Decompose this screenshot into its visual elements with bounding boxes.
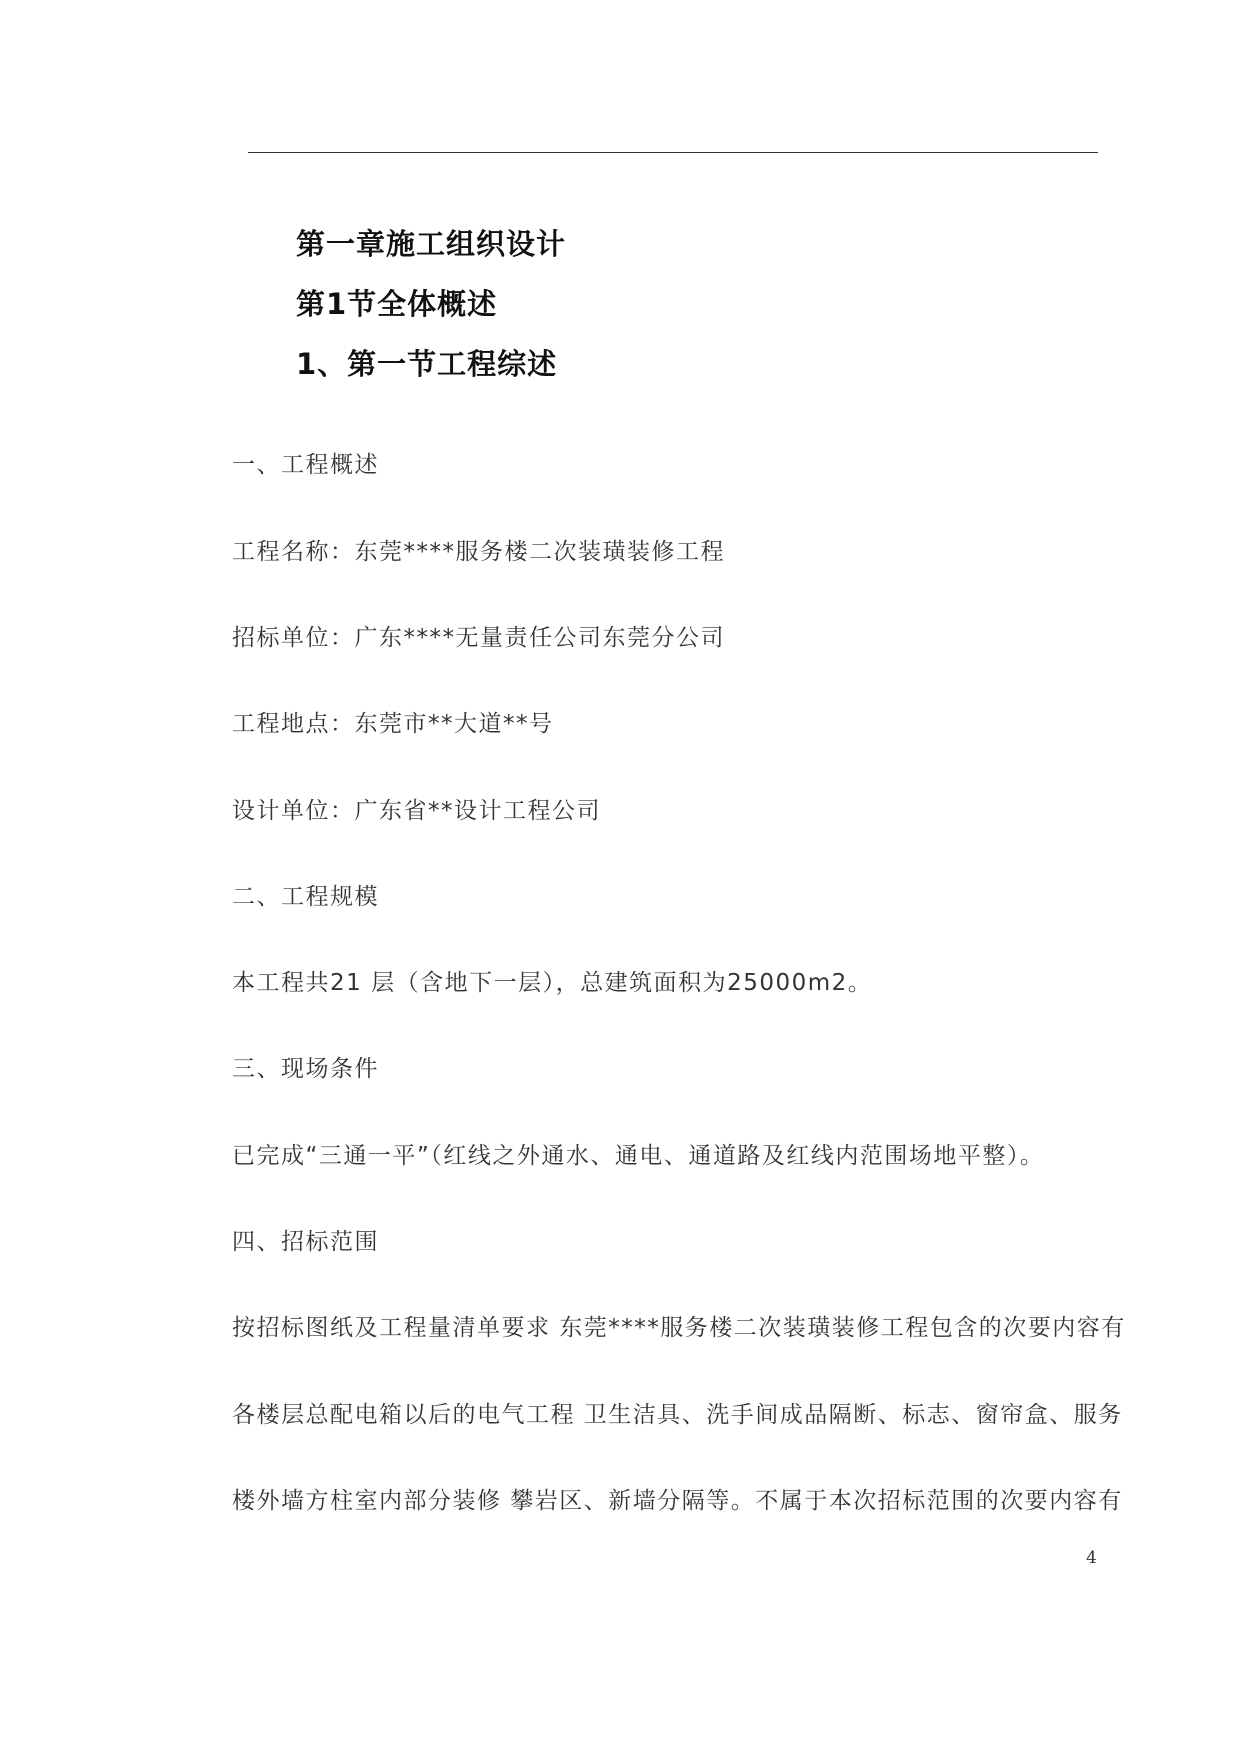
page-number: 4: [1086, 1548, 1097, 1568]
scale-text: 本工程共21 层（含地下一层），总建筑面积为25000m2。: [232, 970, 873, 996]
tender-unit-line: 招标单位：广东****无量责任公司东莞分公司: [232, 625, 725, 651]
scope-line-1: 按招标图纸及工程量清单要求 东莞****服务楼二次装璜装修工程包含的次要内容有: [232, 1315, 1126, 1341]
scale-heading: 二、工程规模: [232, 884, 379, 910]
header-rule: [248, 152, 1098, 153]
scope-line-2: 各楼层总配电箱以后的电气工程 卫生洁具、洗手间成品隔断、标志、窗帘盒、服务: [232, 1402, 1123, 1428]
overview-heading: 一、工程概述: [232, 452, 379, 478]
project-name-line: 工程名称：东莞****服务楼二次装璜装修工程: [232, 539, 725, 565]
scope-line-3: 楼外墙方柱室内部分装修 攀岩区、新墙分隔等。不属于本次招标范围的次要内容有: [232, 1488, 1123, 1514]
section-title: 第1节全体概述: [296, 287, 498, 321]
scope-heading: 四、招标范围: [232, 1229, 379, 1255]
site-heading: 三、现场条件: [232, 1056, 379, 1082]
design-unit-line: 设计单位：广东省**设计工程公司: [232, 798, 601, 824]
chapter-title: 第一章施工组织设计: [296, 227, 567, 261]
subsection-title: 1、第一节工程综述: [296, 347, 558, 381]
location-line: 工程地点：东莞市**大道**号: [232, 711, 554, 737]
site-text: 已完成“三通一平”（红线之外通水、通电、通道路及红线内范围场地平整）。: [232, 1143, 1045, 1169]
